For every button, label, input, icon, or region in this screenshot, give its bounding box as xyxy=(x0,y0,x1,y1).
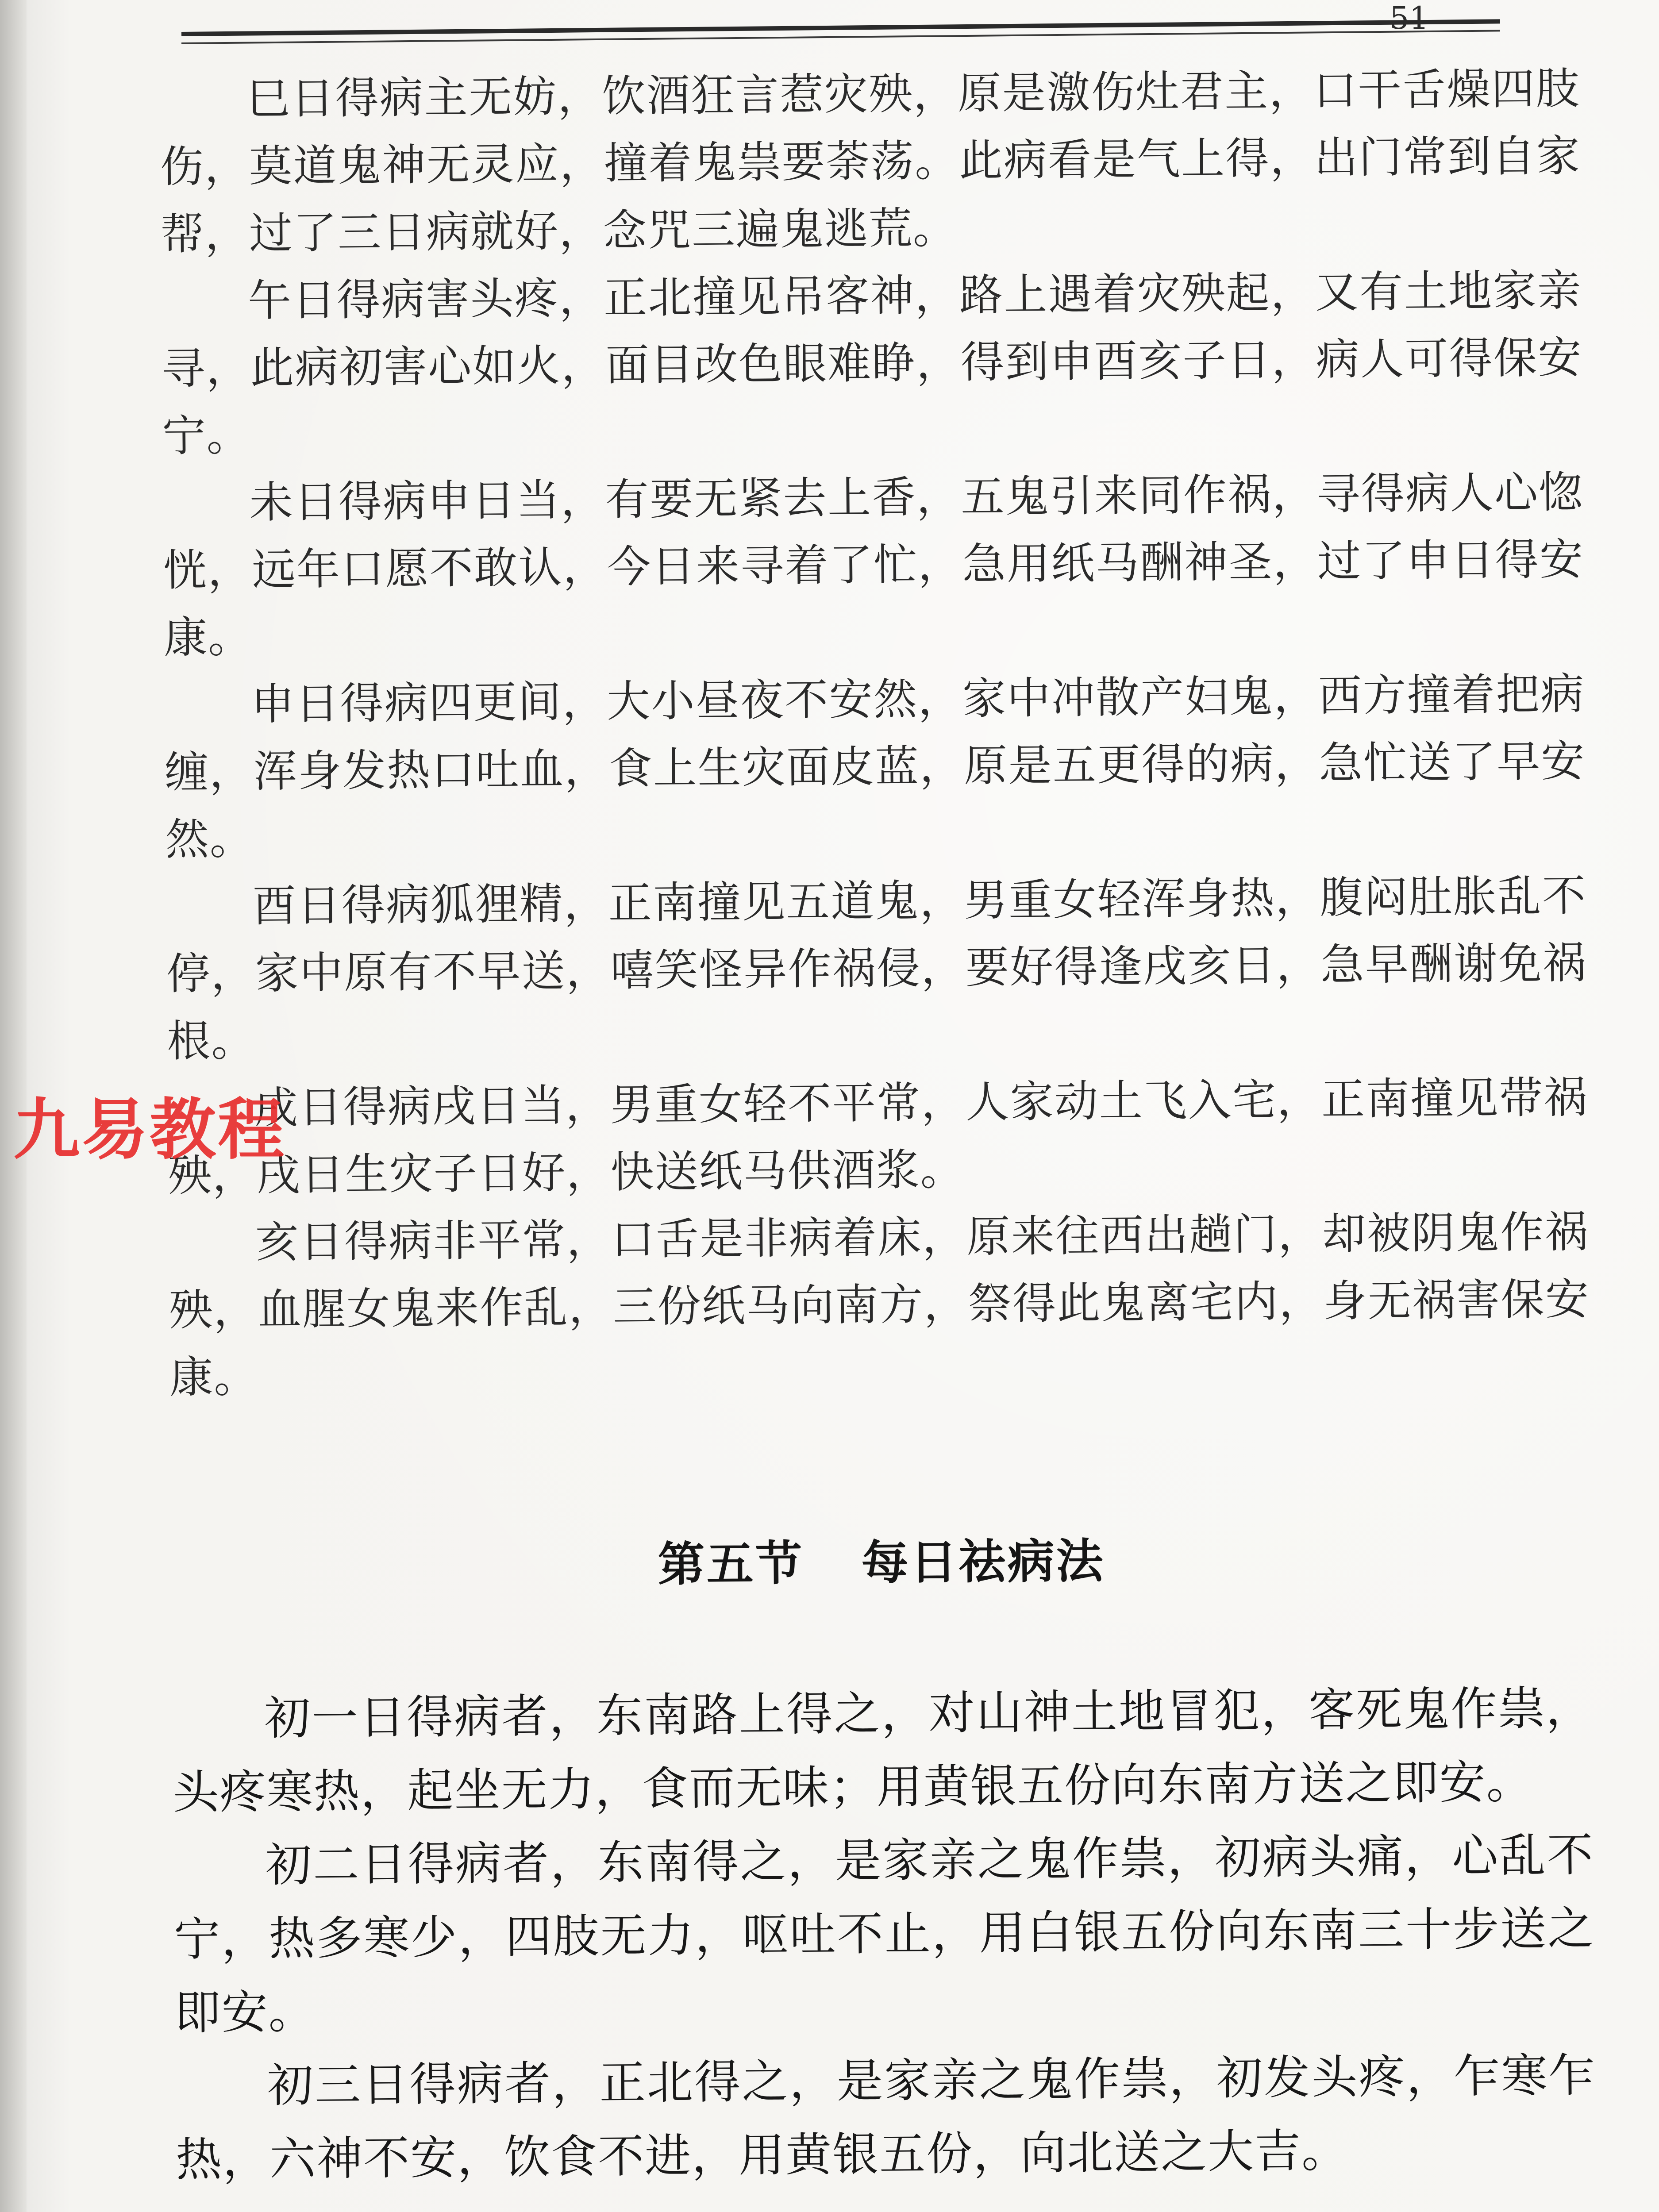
method-paragraph-day1: 初一日得病者，东南路上得之，对山神土地冒犯，客死鬼作祟，头疼寒热，起坐无力，食而无味；用黄银五份向东南方送之即安。 xyxy=(173,1681,1593,1820)
page-number: 51 xyxy=(1390,0,1429,36)
verse-paragraph-you: 酉日得病狐狸精，正南撞见五道鬼，男重女轻浑身热，腹闷肚胀乱不停，家中原有不早送，嘻笑怪异作祸侵，要好得逢戌亥日，急早酬谢免祸根。 xyxy=(166,870,1587,1067)
verse-paragraph-wei: 未日得病申日当，有要无紧去上香，五鬼引来同作祸，寻得病人心惚恍，远年口愿不敢认，今日来寻着了忙，急用纸马酬神圣，过了申日得安康。 xyxy=(163,467,1584,663)
method-paragraph-day2: 初二日得病者，东南得之，是家亲之鬼作祟，初病头痛，心乱不宁，热多寒少，四肢无力，呕吐不止，用白银五份向东南三十步送之即安。 xyxy=(173,1827,1595,2040)
section-heading-text: 每日祛病法 xyxy=(861,1534,1105,1590)
section-heading xyxy=(171,1520,1592,1598)
verse-paragraph-wu: 午日得病害头疼，正北撞见吊客神，路上遇着灾殃起，又有土地家亲寻，此病初害心如火，面目改色眼难睁，得到申酉亥子日，病人可得保安宁。 xyxy=(161,265,1582,462)
verse-paragraph-xu: 戌日得病戌日当，男重女轻不平常，人家动土飞入宅，正南撞见带祸殃，戌日生灾子日好，快送纸马供酒浆。 xyxy=(168,1072,1588,1201)
verse-paragraph-hai: 亥日得病非平常，口舌是非病着床，原来往西出趟门，却被阴鬼作祸殃，血腥女鬼来作乱，三份纸马向南方，祭得此鬼离宅内，身无祸害保安康。 xyxy=(169,1207,1590,1403)
daily-method-section xyxy=(172,1671,1597,2197)
verse-paragraph-si: 巳日得病主无妨，饮酒狂言惹灾殃，原是激伤灶君主，口干舌燥四肢伤，莫道鬼神无灵应，撞着鬼祟要荼荡。此病看是气上得，出门常到自家帮，过了三日病就好，念咒三遍鬼逃荒。 xyxy=(160,63,1581,260)
watermark-logo: 九易教程 xyxy=(13,1092,286,1169)
header-rule-thick xyxy=(181,19,1500,36)
method-paragraph-day3: 初三日得病者，正北得之，是家亲之鬼作祟，初发头疼，乍寒乍热，六神不安，饮食不进，用黄银五份，向北送之大吉。 xyxy=(175,2048,1596,2187)
page-body xyxy=(159,55,1597,2197)
section-heading-number: 第五节 xyxy=(658,1536,804,1592)
verse-paragraph-shen: 申日得病四更间，大小昼夜不安然，家中冲散产妇鬼，西方撞着把病缠，浑身发热口吐血，食上生灾面皮蓝，原是五更得的病，急忙送了早安然。 xyxy=(165,669,1586,865)
verse-section xyxy=(159,55,1590,1412)
